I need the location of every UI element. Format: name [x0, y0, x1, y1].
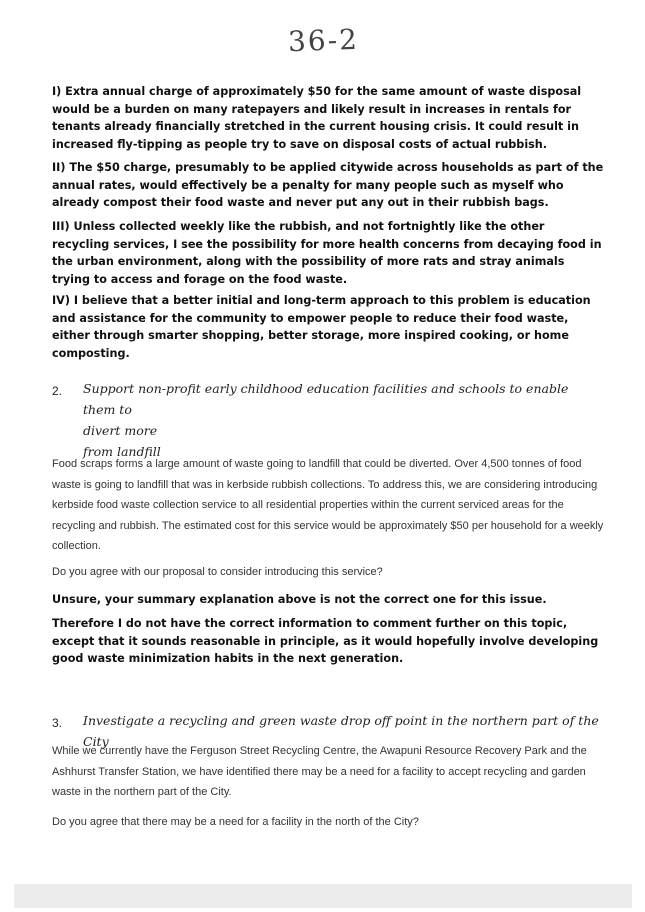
response-point-3: III) Unless collected weekly like the rubbish, and not fortnightly like the other recycling services, I see the possibility for more health concerns from decaying food in the urban environment, along with the possibility of more rats and stray animals trying to access and forage on the food waste.	[52, 220, 602, 286]
section-2-paragraph: Food scraps forms a large amount of waste going to landfill that could be diverted. Over 4,500 tonnes of food waste is going to landfill that was in kerbside rubbish collections. To address this, we are considering introducing kerbside food waste collection service to all residential properties within the current serviced areas for the recycling and rubbish. The estimated cost for this service would be approximately $50 per household for a weekly collection.	[52, 458, 604, 553]
scan-bottom-band	[14, 884, 632, 908]
section-2-title	[83, 378, 603, 462]
section-2-title-line-3: from landfill	[83, 444, 161, 459]
section-2-answer-2: Therefore I do not have the correct information to comment further on this topic, except that it sounds reasonable in principle, as it would hopefully involve developing good waste minimization habits in the next generation.	[52, 617, 599, 666]
section-2-answer-1: Unsure, your summary explanation above is not the correct one for this issue.	[52, 593, 547, 606]
response-point-1: I) Extra annual charge of approximately $50 for the same amount of waste disposal would be a burden on many ratepayers and likely result in increases in rentals for tenants already financially stretched in the current housing crisis. It could result in increased fly-tipping as people try to save on disposal costs of actual rubbish.	[52, 85, 582, 151]
handwritten-page-number: 36-2	[287, 22, 360, 59]
section-3-number: 3.	[52, 716, 63, 730]
section-2-number: 2.	[52, 384, 63, 398]
section-2-question: Do you agree with our proposal to consider introducing this service?	[52, 566, 383, 578]
section-3-question: Do you agree that there may be a need for a facility in the north of the City?	[52, 816, 419, 828]
section-3-title: Investigate a recycling and green waste drop off point in the northern part of the City	[83, 713, 599, 749]
response-point-4: IV) I believe that a better initial and long-term approach to this problem is education and assistance for the community to empower people to reduce their food waste, either through smarter shopping, better storage, more inspired cooking, or home composting.	[52, 294, 591, 360]
response-point-2: II) The $50 charge, presumably to be applied citywide across households as part of the annual rates, would effectively be a penalty for many people such as myself who already compost their food waste and never put any out in their rubbish bags.	[52, 161, 604, 210]
section-2-title-line-2: divert more	[83, 423, 158, 438]
section-3-paragraph: While we currently have the Ferguson Street Recycling Centre, the Awapuni Resource Recovery Park and the Ashhurst Transfer Station, we have identified there may be a need for a facility to accept recycling and garden waste in the northern part of the City.	[52, 745, 587, 799]
section-2-title-line-1: Support non-profit early childhood education facilities and schools to enable them to	[83, 381, 569, 417]
